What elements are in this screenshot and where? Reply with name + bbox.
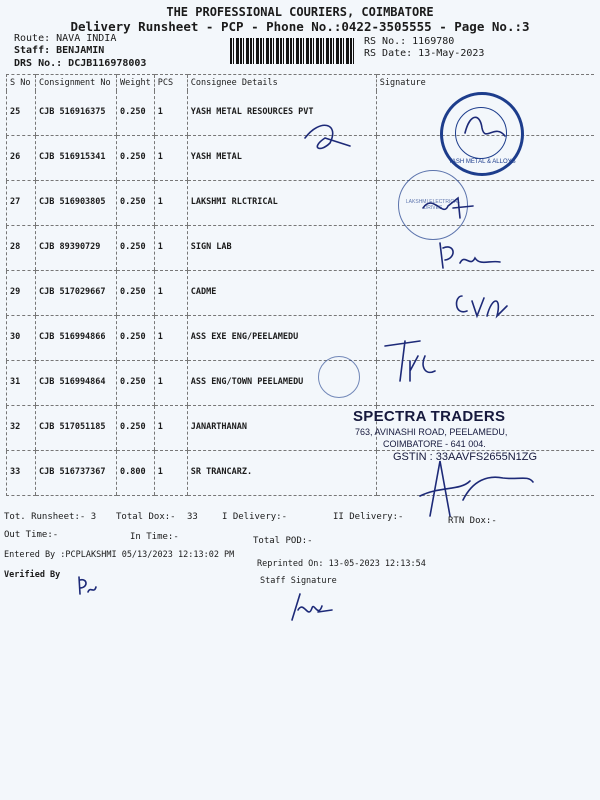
signature-row-27 (418, 188, 478, 228)
table-row (7, 181, 595, 226)
total-dox-label: Total Dox:- (116, 512, 176, 522)
route-label: Route: NAVA INDIA (14, 33, 117, 44)
runsheet-subtitle: Delivery Runsheet - PCP - Phone No.:0422-3505555 - Page No.:3 (70, 19, 530, 34)
table-row (7, 226, 595, 271)
col-signature: Signature (376, 75, 594, 92)
cell-consignment-no: CJB 516903805 (36, 181, 117, 226)
col-sno: S No (7, 75, 36, 92)
rs-date: RS Date: 13-May-2023 (364, 48, 485, 59)
cell-consignment-no: CJB 517051185 (36, 406, 117, 451)
col-consignee: Consignee Details (187, 75, 376, 92)
yash-metal-stamp: YASH METAL & ALLOYS (440, 92, 524, 176)
staff-label: Staff: BENJAMIN (14, 45, 105, 56)
cell-pcs: 1 (154, 406, 187, 451)
in-time: In Time:- (130, 532, 179, 542)
cell-consignee: YASH METAL (187, 136, 376, 181)
cell-pcs: 1 (154, 361, 187, 406)
cell-weight: 0.250 (117, 181, 155, 226)
verified-signature (74, 572, 104, 602)
drs-number: DRS No.: DCJB116978003 (14, 58, 147, 69)
signature-row-30 (380, 336, 440, 386)
signature-row-28 (435, 238, 505, 273)
cell-consignee: SIGN LAB (187, 226, 376, 271)
signature-row-26 (460, 108, 510, 148)
cell-consignment-no: CJB 516916375 (36, 91, 117, 136)
coffeine-scrawl (458, 470, 538, 510)
cell-consignee: LAKSHMI RLCTRICAL (187, 181, 376, 226)
cell-consignee: ASS EXE ENG/PEELAMEDU (187, 316, 376, 361)
cell-sno: 30 (7, 316, 36, 361)
cell-sno: 27 (7, 181, 36, 226)
lakshmi-electrical-stamp: LAKSHMI ELECTRICAL DRIVES (398, 170, 468, 240)
cell-sno: 28 (7, 226, 36, 271)
cell-weight: 0.250 (117, 271, 155, 316)
cell-sno: 33 (7, 451, 36, 496)
verified-by: Verified By (4, 570, 61, 580)
cell-consignment-no: CJB 516737367 (36, 451, 117, 496)
cell-weight: 0.250 (117, 136, 155, 181)
cell-sno: 32 (7, 406, 36, 451)
cell-consignee: ASS ENG/TOWN PEELAMEDU (187, 361, 376, 406)
ii-delivery: II Delivery:- (333, 512, 404, 522)
entered-by: Entered By :PCPLAKSHMI 05/13/2023 12:13:02 PM (4, 550, 235, 560)
cell-weight: 0.250 (117, 361, 155, 406)
cell-pcs: 1 (154, 181, 187, 226)
round-stamp (318, 356, 360, 398)
col-weight: Weight (117, 75, 155, 92)
cell-weight: 0.250 (117, 316, 155, 361)
cell-pcs: 1 (154, 271, 187, 316)
table-header-row (7, 75, 595, 92)
signature-row-25 (300, 118, 360, 158)
cell-consignment-no: CJB 517029667 (36, 271, 117, 316)
cell-consignment-no: CJB 89390729 (36, 226, 117, 271)
cell-sno: 29 (7, 271, 36, 316)
cell-consignment-no: CJB 516994864 (36, 361, 117, 406)
cell-pcs: 1 (154, 136, 187, 181)
cell-weight: 0.250 (117, 91, 155, 136)
cell-consignment-no: CJB 516994866 (36, 316, 117, 361)
cell-sno: 25 (7, 91, 36, 136)
barcode (230, 38, 355, 64)
cell-consignee: SR TRANCARZ. (187, 451, 376, 496)
rs-number: RS No.: 1169780 (364, 36, 455, 47)
staff-signature-label: Staff Signature (260, 576, 337, 586)
cell-weight: 0.800 (117, 451, 155, 496)
staff-signature-mark (288, 590, 338, 626)
cell-sno: 31 (7, 361, 36, 406)
cell-pcs: 1 (154, 451, 187, 496)
cell-consignee: CADME (187, 271, 376, 316)
i-delivery: I Delivery:- (222, 512, 288, 522)
cell-pcs: 1 (154, 226, 187, 271)
rtn-dox: RTN Dox:- (448, 516, 497, 526)
cell-consignment-no: CJB 516915341 (36, 136, 117, 181)
cell-pcs: 1 (154, 316, 187, 361)
col-pcs: PCS (154, 75, 187, 92)
cell-weight: 0.250 (117, 406, 155, 451)
cell-sno: 26 (7, 136, 36, 181)
cell-weight: 0.250 (117, 226, 155, 271)
table-row (7, 361, 595, 406)
cell-pcs: 1 (154, 91, 187, 136)
tot-runsheet: Tot. Runsheet:- 3 (4, 512, 97, 522)
out-time: Out Time:- (4, 530, 59, 540)
total-dox-value: 33 (187, 512, 198, 522)
col-consignment: Consignment No (36, 75, 117, 92)
spectra-traders-stamp: SPECTRA TRADERS 763, AVINASHI ROAD, PEELAMEDU, COIMBATORE - 641 004. GSTIN : 33AAVFS2655N1ZG (353, 408, 538, 463)
company-title: THE PROFESSIONAL COURIERS, COIMBATORE (166, 5, 434, 19)
total-pod: Total POD:- (253, 536, 313, 546)
cell-consignee: JANARTHANAN (187, 406, 376, 451)
signature-row-29 (452, 286, 512, 326)
cell-consignee: YASH METAL RESOURCES PVT (187, 91, 376, 136)
reprinted-on: Reprinted On: 13-05-2023 12:13:54 (257, 559, 426, 569)
